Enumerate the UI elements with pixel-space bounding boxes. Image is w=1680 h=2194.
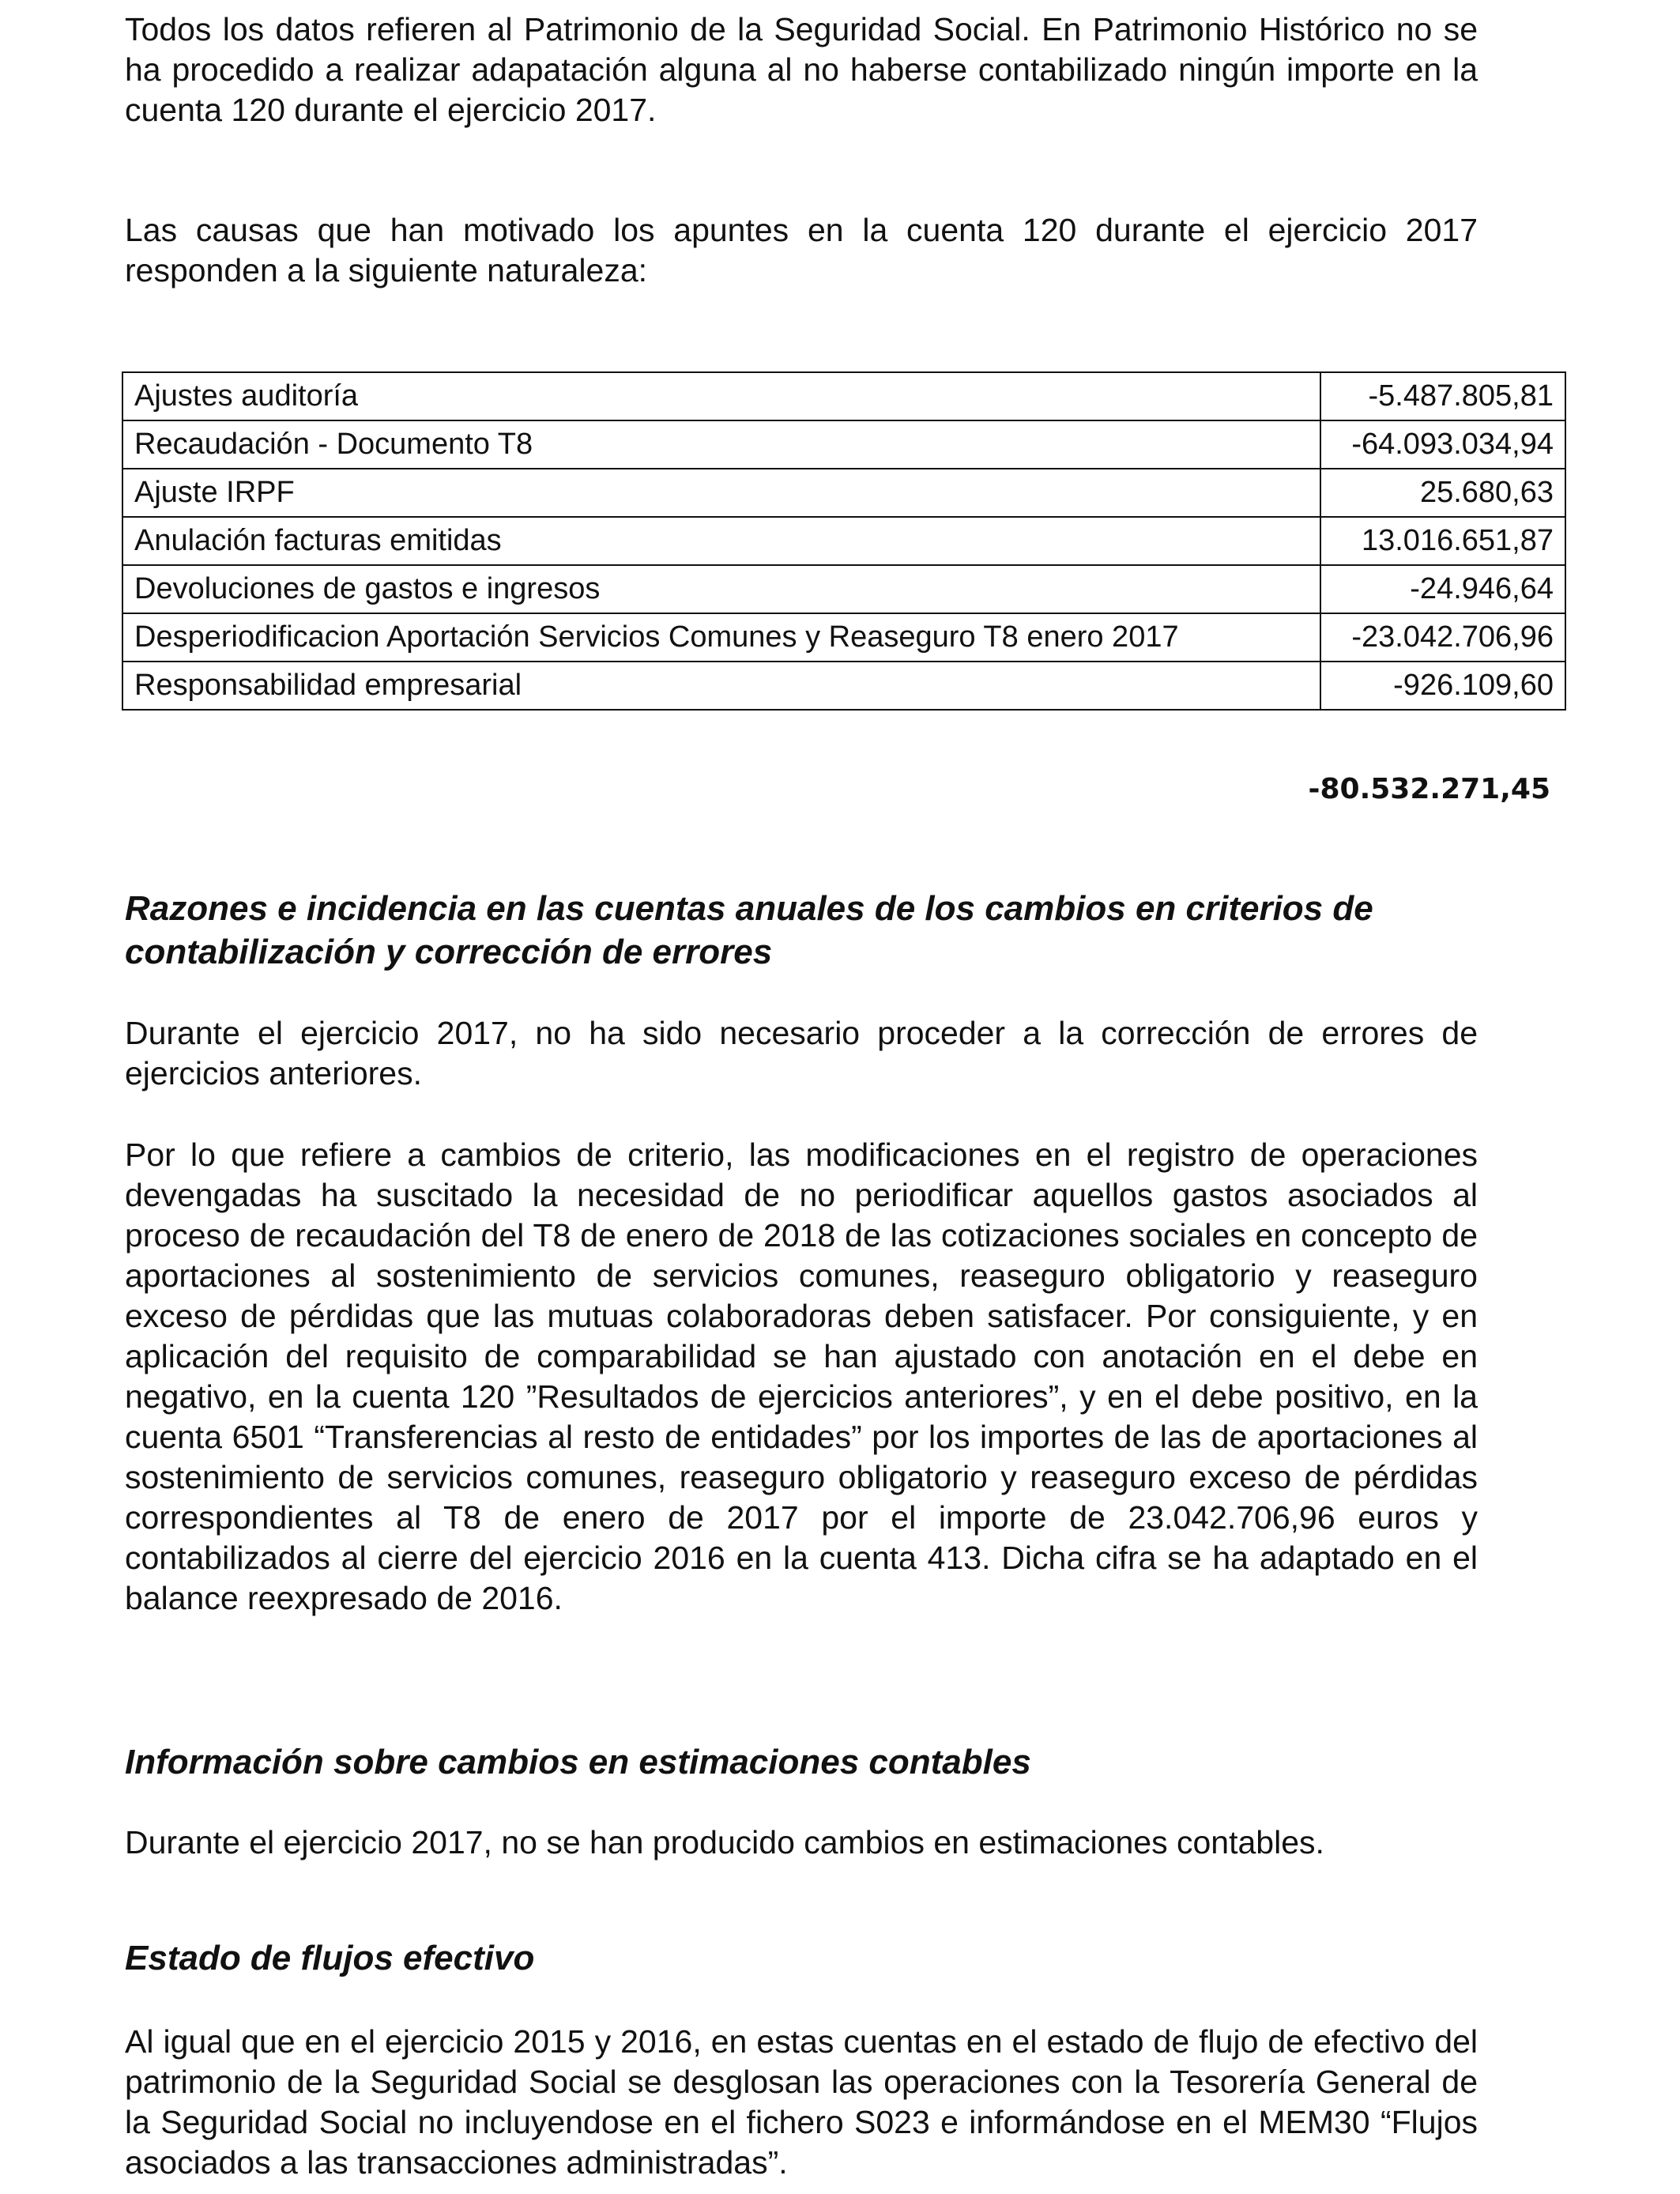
row-amount: -23.042.706,96 — [1320, 613, 1565, 662]
row-concept: Ajuste IRPF — [122, 469, 1320, 517]
table-row — [122, 517, 1565, 565]
cashflow-paragraph: Al igual que en el ejercicio 2015 y 2016, en estas cuentas en el estado de flujo de efectivo del patrimonio de la Seguridad Social se desglosan las operaciones con la Tesorería General de la Seguridad Social no incluyendose en el fichero S023 e informándose en el MEM30 “Flujos asociados a las transacciones administradas”. — [125, 2023, 1478, 2181]
row-amount: -926.109,60 — [1320, 662, 1565, 710]
section-heading-estimates: Información sobre cambios en estimaciones contables — [125, 1743, 1031, 1781]
causes-table — [122, 371, 1566, 711]
row-concept: Devoluciones de gastos e ingresos — [122, 565, 1320, 613]
row-concept: Recaudación - Documento T8 — [122, 420, 1320, 469]
table-row — [122, 613, 1565, 662]
row-amount: 25.680,63 — [1320, 469, 1565, 517]
row-concept: Desperiodificacion Aportación Servicios Comunes y Reaseguro T8 enero 2017 — [122, 613, 1320, 662]
table-row — [122, 469, 1565, 517]
table-row — [122, 565, 1565, 613]
intro-paragraph-2: Las causas que han motivado los apuntes en la cuenta 120 durante el ejercicio 2017 responden a la siguiente naturaleza: — [125, 212, 1478, 288]
criteria-paragraph-1: Durante el ejercicio 2017, no ha sido necesario proceder a la corrección de errores de ejercicios anteriores. — [125, 1015, 1478, 1091]
table-total: -80.532.271,45 — [1308, 773, 1550, 805]
criteria-paragraph-2: Por lo que refiere a cambios de criterio, las modificaciones en el registro de operaciones devengadas ha suscitado la necesidad de no periodificar aquellos gastos asociados al proceso de recaudación del T8 de enero de 2018 de las cotizaciones sociales en concepto de aportaciones al sostenimiento de servicios comunes, reaseguro obligatorio y reaseguro exceso de pérdidas que las mutuas colaboradoras deben satisfacer. Por consiguiente, y en aplicación del requisito de comparabilidad se han ajustado con anotación en el debe en negativo, en la cuenta 120 ”Resultados de ejercicios anteriores”, y en el debe positivo, en la cuenta 6501 “Transferencias al resto de entidades” por los importes de las de aportaciones al sostenimiento de servicios comunes, reaseguro obligatorio y reaseguro exceso de pérdidas correspondientes al T8 de enero de 2017 por el importe de 23.042.706,96 euros y contabilizados al cierre del ejercicio 2016 en la cuenta 413. Dicha cifra se ha adaptado en el balance reexpresado de 2016. — [125, 1137, 1478, 1616]
row-amount: -64.093.034,94 — [1320, 420, 1565, 469]
table-row — [122, 372, 1565, 420]
row-concept: Ajustes auditoría — [122, 372, 1320, 420]
section-heading-criteria: Razones e incidencia en las cuentas anuales de los cambios en criterios de contabilización y corrección de errores — [125, 889, 1373, 971]
table-row — [122, 662, 1565, 710]
row-concept: Responsabilidad empresarial — [122, 662, 1320, 710]
row-amount: 13.016.651,87 — [1320, 517, 1565, 565]
table-row — [122, 420, 1565, 469]
row-concept: Anulación facturas emitidas — [122, 517, 1320, 565]
estimates-paragraph: Durante el ejercicio 2017, no se han producido cambios en estimaciones contables. — [125, 1824, 1324, 1860]
section-heading-cashflow: Estado de flujos efectivo — [125, 1939, 535, 1977]
row-amount: -5.487.805,81 — [1320, 372, 1565, 420]
intro-paragraph-1: Todos los datos refieren al Patrimonio de la Seguridad Social. En Patrimonio Histórico no se ha procedido a realizar adapatación alguna al no haberse contabilizado ningún importe en la cuenta 120 durante el ejercicio 2017. — [125, 11, 1478, 128]
row-amount: -24.946,64 — [1320, 565, 1565, 613]
